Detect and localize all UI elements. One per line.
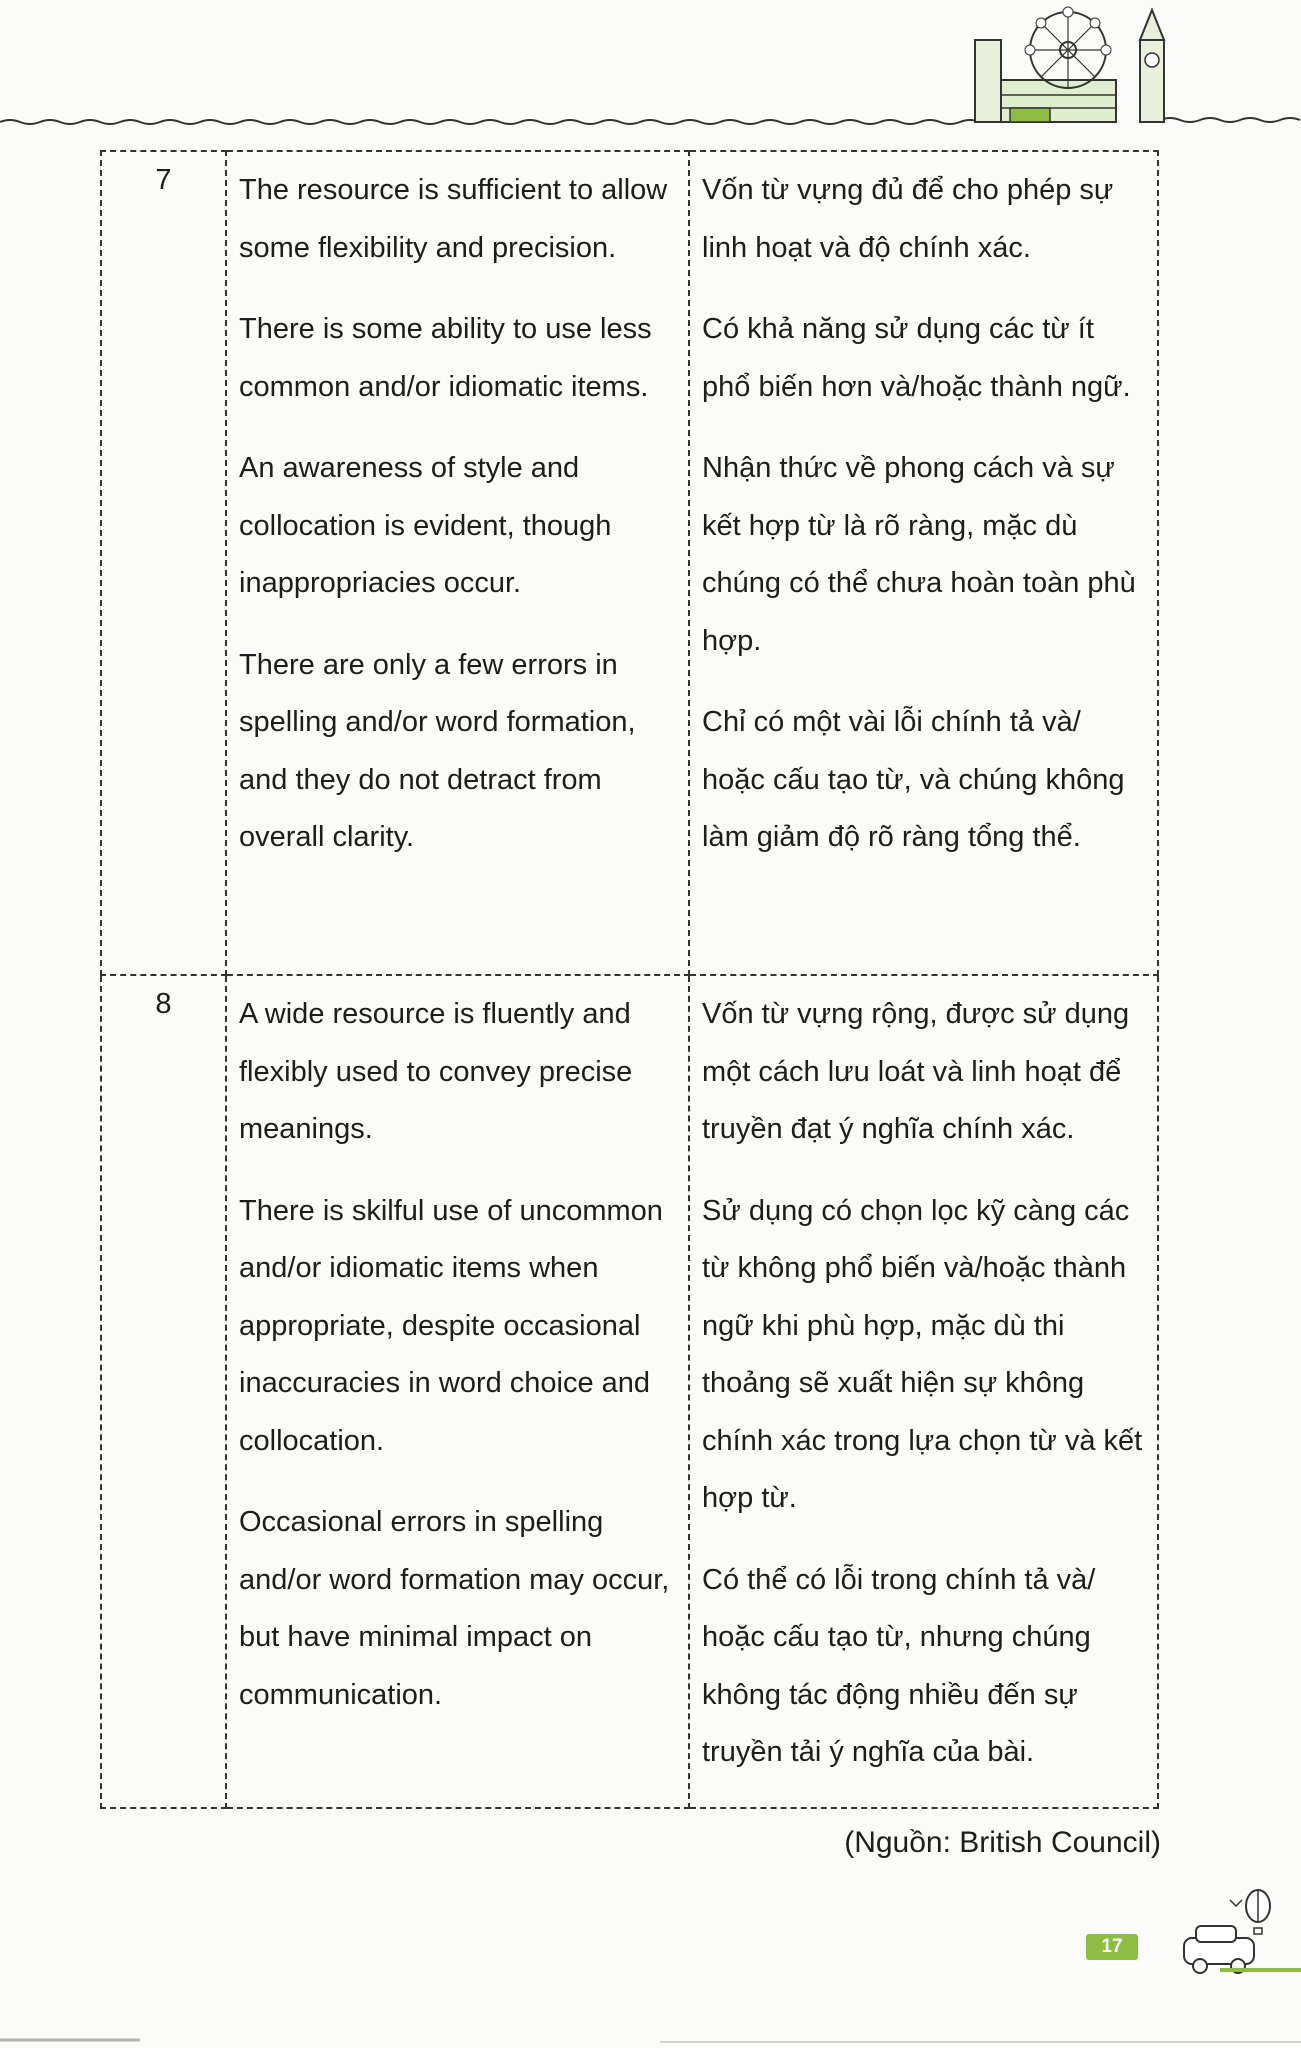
english-descriptor: There is some ability to use less common and/or idiomatic items. bbox=[239, 313, 652, 403]
english-descriptor: An awareness of style and collocation is evident, though inappropriacies occur. bbox=[239, 452, 612, 599]
vietnamese-descriptor-cell bbox=[689, 151, 1158, 975]
vietnamese-descriptor: Chỉ có một vài lỗi chính tả và/ hoặc cấu tạo từ, và chúng không làm giảm độ rõ ràng tổng thể. bbox=[702, 706, 1125, 853]
london-skyline-icon bbox=[0, 0, 1301, 140]
source-citation: (Nguồn: British Council) bbox=[844, 1826, 1161, 1859]
english-descriptor: The resource is sufficient to allow some flexibility and precision. bbox=[239, 174, 668, 264]
vietnamese-descriptor: Nhận thức về phong cách và sự kết hợp từ là rõ ràng, mặc dù chúng có thể chưa hoàn toàn phù hợp. bbox=[702, 452, 1136, 657]
vietnamese-descriptor: Sử dụng có chọn lọc kỹ càng các từ không phổ biến và/hoặc thành ngữ khi phù hợp, mặc dù thi thoảng sẽ xuất hiện sự không chính xác trong lựa chọn từ và kết hợp từ. bbox=[702, 1194, 1143, 1514]
vietnamese-descriptor: Vốn từ vựng đủ để cho phép sự linh hoạt và độ chính xác. bbox=[702, 174, 1114, 264]
vietnamese-descriptor: Có thể có lỗi trong chính tả và/ hoặc cấu tạo từ, nhưng chúng không tác động nhiều đến sự truyền tải ý nghĩa của bài. bbox=[702, 1563, 1096, 1768]
car-icon bbox=[1184, 1926, 1301, 1973]
page-edge-strip bbox=[0, 2030, 1301, 2048]
table-row-band-8 bbox=[101, 975, 1158, 1808]
vietnamese-descriptor-cell bbox=[689, 975, 1158, 1808]
vietnamese-descriptor: Vốn từ vựng rộng, được sử dụng một cách lưu loát và linh hoạt để truyền đạt ý nghĩa chính xác. bbox=[702, 998, 1130, 1145]
vietnamese-descriptor: Có khả năng sử dụng các từ ít phổ biến hơn và/hoặc thành ngữ. bbox=[702, 313, 1131, 403]
english-descriptor: There is skilful use of uncommon and/or idiomatic items when appropriate, despite occasional inaccuracies in word choice and collocation. bbox=[239, 1194, 663, 1457]
table-row-band-7 bbox=[101, 151, 1158, 975]
page-number-badge: 17 bbox=[1086, 1934, 1138, 1960]
hot-air-balloon-icon bbox=[1230, 1890, 1270, 1934]
english-descriptor: Occasional errors in spelling and/or word formation may occur, but have minimal impact on communication. bbox=[239, 1506, 670, 1711]
english-descriptor-cell bbox=[226, 151, 689, 975]
band-score: 8 bbox=[101, 975, 226, 1808]
english-descriptor: A wide resource is fluently and flexibly used to convey precise meanings. bbox=[239, 998, 633, 1145]
band-descriptor-table bbox=[100, 150, 1159, 1809]
english-descriptor-cell bbox=[226, 975, 689, 1808]
english-descriptor: There are only a few errors in spelling and/or word formation, and they do not detract from overall clarity. bbox=[239, 648, 636, 853]
band-score: 7 bbox=[101, 151, 226, 975]
